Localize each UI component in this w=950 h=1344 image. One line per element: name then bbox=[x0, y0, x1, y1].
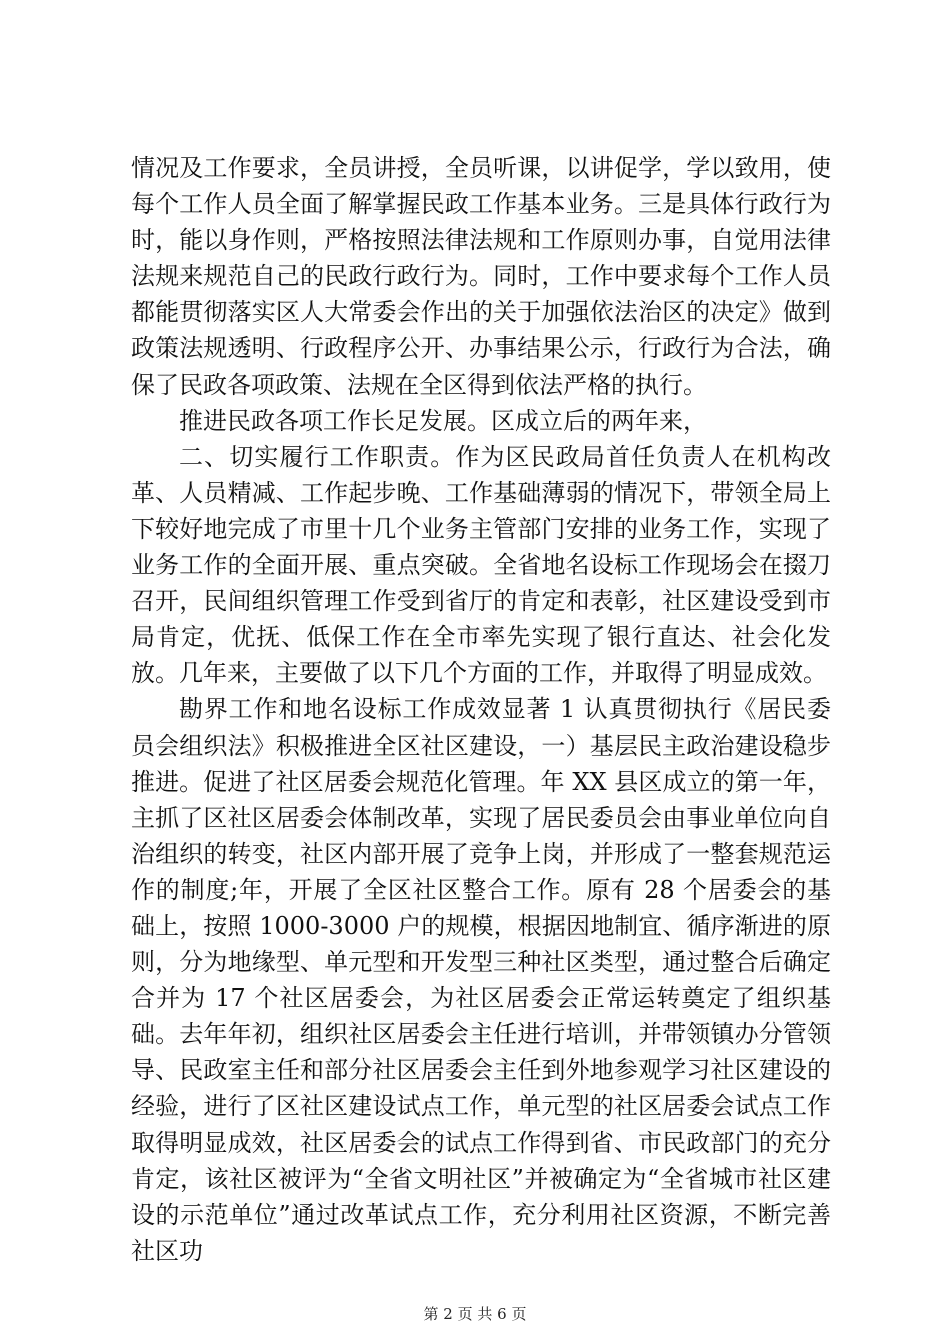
page-number-footer: 第 2 页 共 6 页 bbox=[423, 1305, 527, 1323]
paragraph: 推进民政各项工作长足发展。区成立后的两年来， bbox=[179, 406, 707, 435]
paragraph: 二、切实履行工作职责。作为区民政局首任负责人在机构改革、人员精减、工作起步晚、工作基础薄弱的情况下，带领全局上下较好地完成了市里十几个业务主管部门安排的业务工作，实现了业务工作的全面开展、重点突破。全省地名设标工作现场会在掇刀召开，民间组织管理工作受到省厅的肯定和表彰，社区建设受到市局肯定，优抚、低保工作在全市率先实现了银行直达、社会化发放。几年来，主要做了以下几个方面的工作，并取得了明显成效。 bbox=[131, 442, 831, 688]
paragraph: 勘界工作和地名设标工作成效显著 1 认真贯彻执行《居民委员会组织法》积极推进全区社区建设，一）基层民主政治建设稳步推进。促进了社区居委会规范化管理。年 XX 县区成立的第一年，主抓了区社区居委会体制改革，实现了居民委员会由事业单位向自治组织的转变，社区内部开展了竞争上岗，并形成了一整套规范运作的制度;年，开展了全区社区整合工作。原有 28 个居委会的基础上，按照 1000-3000 户的规模，根据因地制宜、循序渐进的原则，分为地缘型、单元型和开发型三种社区类型，通过整合后确定合并为 17 个社区居委会，为社区居委会正常运转奠定了组织基础。去年年初，组织社区居委会主任进行培训，并带领镇办分管领导、民政室主任和部分社区居委会主任到外地参观学习社区建设的经验，进行了区社区建设试点工作，单元型的社区居委会试点工作取得明显成效，社区居委会的试点工作得到省、市民政部门的充分肯定，该社区被评为“全省文明社区”并被确定为“全省城市社区建设的示范单位”通过改革试点工作，充分利用社区资源，不断完善社区功 bbox=[131, 695, 831, 1265]
paragraph: 情况及工作要求，全员讲授，全员听课，以讲促学，学以致用，使每个工作人员全面了解掌握民政工作基本业务。三是具体行政行为时，能以身作则，严格按照法律法规和工作原则办事，自觉用法律法规来规范自己的民政行政行为。同时，工作中要求每个工作人员都能贯彻落实区人大常委会作出的关于加强依法治区的决定》做到政策法规透明、行政程序公开、办事结果公示，行政行为合法，确保了民政各项政策、法规在全区得到依法严格的执行。 bbox=[131, 154, 831, 399]
document-body bbox=[131, 150, 831, 1269]
